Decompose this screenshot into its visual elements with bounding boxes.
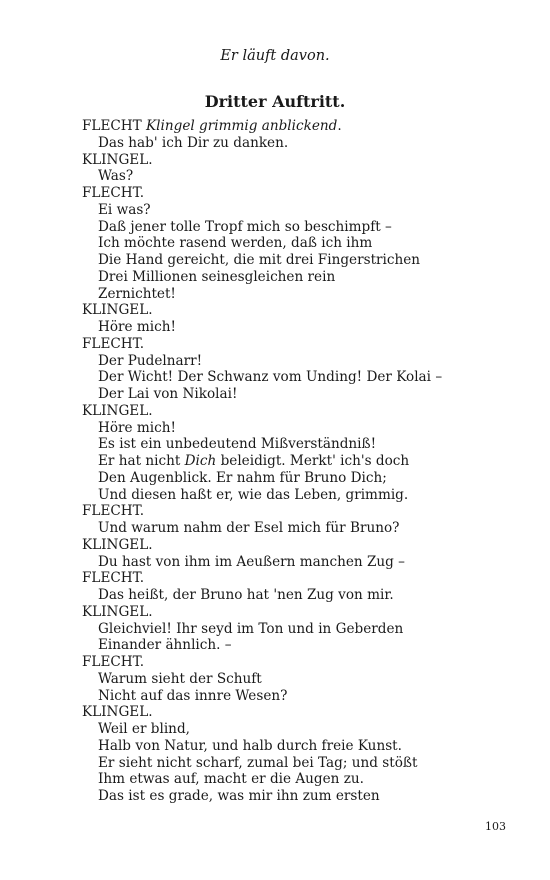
verse-line bbox=[82, 520, 522, 537]
line-text: Was? bbox=[98, 168, 134, 185]
speaker-name bbox=[82, 336, 522, 353]
verse-line bbox=[82, 386, 522, 403]
line-text: KLINGEL. bbox=[82, 402, 153, 419]
verse-line bbox=[82, 252, 522, 269]
line-text: Und warum nahm der Esel mich für Bruno? bbox=[98, 520, 400, 536]
verse-line bbox=[82, 202, 522, 219]
verse-line bbox=[82, 755, 522, 772]
line-text: Halb von Natur, und halb durch freie Kunst. bbox=[98, 737, 402, 754]
line-text: Und diesen haßt er, wie das Leben, grimmig. bbox=[98, 486, 409, 503]
line-text: . bbox=[337, 118, 342, 134]
line-text: Ihm etwas auf, macht er die Augen zu. bbox=[98, 771, 364, 788]
verse-line bbox=[82, 788, 522, 805]
line-text: Das hab' ich Dir zu danken. bbox=[98, 134, 289, 151]
line-text: beleidigt. Merkt' ich's doch bbox=[216, 453, 410, 469]
verse-line bbox=[82, 738, 522, 755]
line-text: Du hast von ihm im Aeußern manchen Zug – bbox=[98, 553, 405, 570]
line-text: Der Wicht! Der Schwanz vom Unding! Der Kolai – bbox=[98, 369, 443, 386]
line-text: KLINGEL. bbox=[82, 536, 153, 553]
line-text: FLECHT. bbox=[82, 503, 145, 520]
verse-line bbox=[82, 470, 522, 487]
verse-line bbox=[82, 235, 522, 252]
line-text: Höre mich! bbox=[98, 319, 176, 335]
speaker-name bbox=[82, 604, 522, 621]
verse-line bbox=[82, 319, 522, 336]
speaker-name bbox=[82, 503, 522, 520]
verse-line bbox=[82, 587, 522, 604]
verse-line bbox=[82, 721, 522, 738]
line-text: Ei was? bbox=[98, 201, 151, 218]
speaker-name bbox=[82, 537, 522, 554]
line-text: Die Hand gereicht, die mit drei Fingerstrichen bbox=[98, 252, 421, 268]
speaker-name bbox=[82, 654, 522, 671]
line-text: KLINGEL. bbox=[82, 704, 153, 721]
speaker-name bbox=[82, 185, 522, 202]
line-text: Warum sieht der Schuft bbox=[98, 670, 262, 687]
line-text: Er sieht nicht scharf, zumal bei Tag; und stößt bbox=[98, 754, 418, 771]
line-text: Es ist ein unbedeutend Mißverständniß! bbox=[98, 436, 377, 453]
dialogue-text bbox=[82, 118, 522, 805]
line-text: KLINGEL. bbox=[82, 302, 153, 319]
verse-line bbox=[82, 353, 522, 370]
line-text: Höre mich! bbox=[98, 419, 176, 436]
speaker-name bbox=[82, 118, 522, 135]
verse-line bbox=[82, 671, 522, 688]
line-text: FLECHT. bbox=[82, 570, 145, 587]
verse-line bbox=[82, 369, 522, 386]
line-text: Einander ähnlich. – bbox=[98, 637, 232, 654]
verse-line bbox=[82, 453, 522, 470]
line-text: FLECHT. bbox=[82, 654, 145, 670]
line-text: FLECHT bbox=[82, 118, 147, 134]
verse-line bbox=[82, 621, 522, 638]
line-text: Das heißt, der Bruno hat 'nen Zug von mir. bbox=[98, 587, 394, 603]
page-number: 103 bbox=[485, 820, 506, 833]
line-text: Der Pudelnarr! bbox=[98, 352, 203, 369]
line-text: KLINGEL. bbox=[82, 151, 153, 168]
stage-direction: Er läuft davon. bbox=[220, 48, 330, 64]
verse-line bbox=[82, 269, 522, 286]
verse-line bbox=[82, 135, 522, 152]
line-text: Weil er blind, bbox=[98, 721, 190, 737]
verse-line bbox=[82, 436, 522, 453]
speaker-name bbox=[82, 403, 522, 420]
line-text: Den Augenblick. Er nahm für Bruno Dich; bbox=[98, 469, 387, 486]
verse-line bbox=[82, 487, 522, 504]
verse-line bbox=[82, 771, 522, 788]
verse-line bbox=[82, 286, 522, 303]
speaker-name bbox=[82, 302, 522, 319]
speaker-name bbox=[82, 152, 522, 169]
scene-heading: Dritter Auftritt. bbox=[204, 92, 346, 111]
line-text: Zernichtet! bbox=[98, 285, 176, 302]
verse-line bbox=[82, 637, 522, 654]
verse-line bbox=[82, 688, 522, 705]
speaker-name bbox=[82, 704, 522, 721]
line-text: Er hat nicht bbox=[98, 453, 185, 469]
verse-line bbox=[82, 219, 522, 236]
line-text: FLECHT. bbox=[82, 185, 145, 201]
line-text: Das ist es grade, was mir ihn zum ersten bbox=[98, 788, 380, 804]
verse-line bbox=[82, 168, 522, 185]
line-text: Ich möchte rasend werden, daß ich ihm bbox=[98, 235, 373, 252]
italic-text: Klingel grimmig anblickend bbox=[146, 118, 338, 134]
verse-line bbox=[82, 420, 522, 437]
speaker-name bbox=[82, 570, 522, 587]
line-text: Der Lai von Nikolai! bbox=[98, 386, 238, 402]
line-text: Drei Millionen seinesgleichen rein bbox=[98, 268, 336, 285]
verse-line bbox=[82, 554, 522, 571]
line-text: Gleichviel! Ihr seyd im Ton und in Geberden bbox=[98, 620, 404, 637]
line-text: FLECHT. bbox=[82, 335, 145, 352]
line-text: Daß jener tolle Tropf mich so beschimpft – bbox=[98, 218, 392, 235]
line-text: KLINGEL. bbox=[82, 603, 153, 620]
line-text: Nicht auf das innre Wesen? bbox=[98, 687, 288, 704]
italic-text: Dich bbox=[184, 453, 217, 469]
